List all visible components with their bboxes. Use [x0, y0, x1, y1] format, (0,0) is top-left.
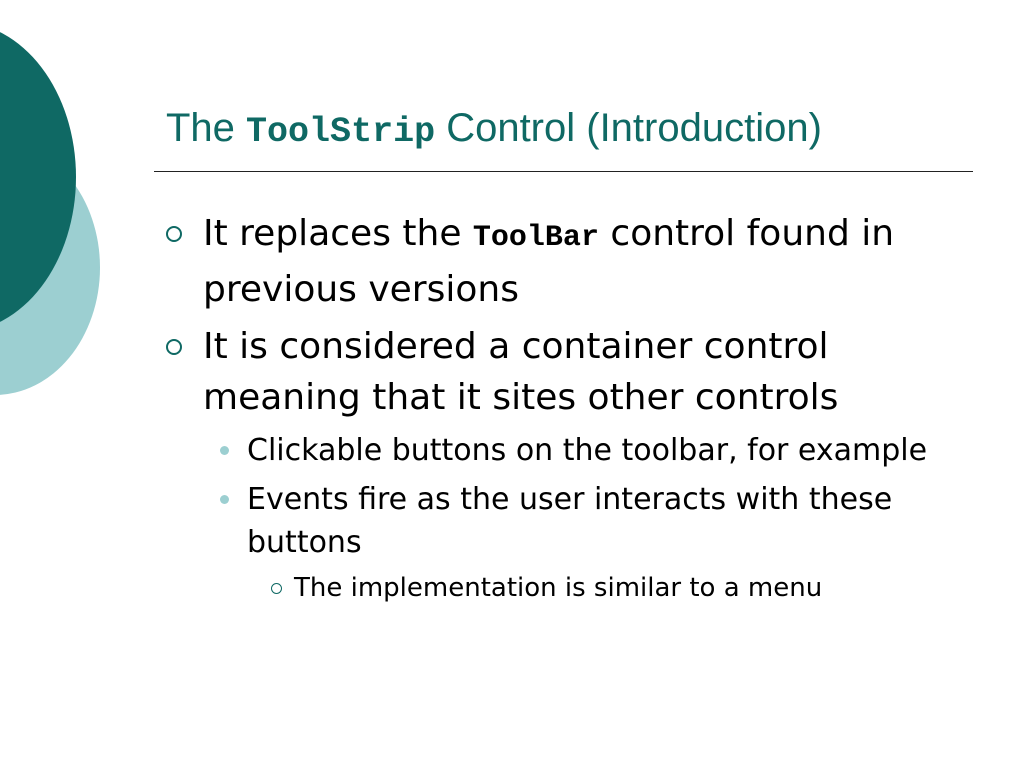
sub-sub-bullet-item: [247, 570, 960, 606]
bullet-item: [160, 321, 960, 423]
hollow-circle-icon: [166, 339, 182, 355]
title-divider: [154, 171, 973, 172]
bullet-item: [160, 208, 960, 315]
filled-dot-icon: [220, 446, 229, 455]
sub-bullet-item: [203, 429, 960, 472]
hollow-circle-icon: [271, 583, 282, 594]
sub-bullet-item: [203, 478, 960, 564]
title-suffix: Control (Introduction): [435, 106, 822, 150]
bullet-code: ToolBar: [472, 221, 599, 255]
slide-title: [166, 100, 822, 160]
bullet-text-after: control found in previous versions: [203, 213, 895, 310]
sub-sub-bullet-text: The implementation is similar to a menu: [294, 573, 823, 603]
sub-bullet-text: Events fire as the user interacts with these buttons: [247, 482, 893, 560]
title-prefix: The: [166, 106, 247, 150]
bullet-text-before: It replaces the: [203, 213, 473, 254]
sub-bullet-text: Clickable buttons on the toolbar, for example: [247, 433, 928, 468]
filled-dot-icon: [220, 495, 229, 504]
title-code: ToolStrip: [246, 112, 436, 152]
bullet-text: It is considered a container control meaning that it sites other controls: [203, 326, 839, 418]
hollow-circle-icon: [166, 226, 182, 242]
slide-body: [160, 208, 960, 606]
